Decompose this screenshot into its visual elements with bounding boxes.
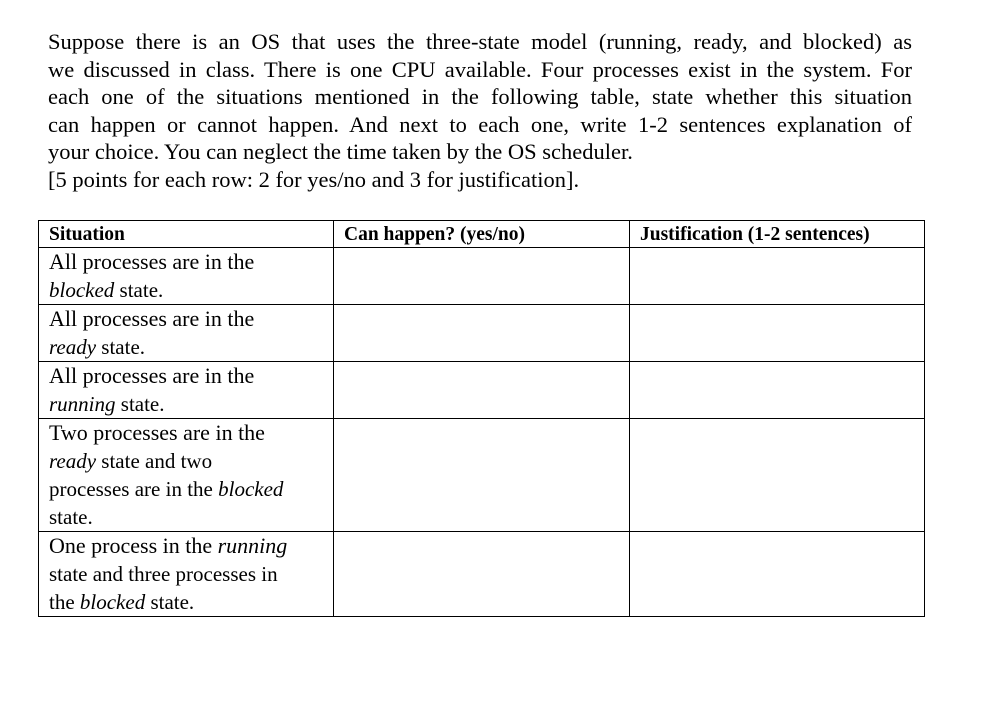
table-header-row xyxy=(39,221,925,248)
situation-cell xyxy=(39,248,334,305)
table-row xyxy=(39,532,925,617)
justification-cell[interactable] xyxy=(630,362,925,419)
situations-table xyxy=(38,220,925,617)
situation-text: state. xyxy=(49,505,93,529)
instructions-line: your choice. You can neglect the time taken by the OS scheduler. xyxy=(48,139,633,165)
situation-text: All processes are in the xyxy=(49,249,255,274)
header-can-happen: Can happen? (yes/no) xyxy=(334,221,630,248)
instructions-line: we discussed in class. There is one CPU available. Four processes exist in the system. For xyxy=(48,56,912,82)
can-happen-cell[interactable] xyxy=(334,362,630,419)
situation-text: state and three processes in xyxy=(49,562,278,586)
situation-cell xyxy=(39,532,334,617)
state-emphasis: running xyxy=(217,533,288,558)
points-note: [5 points for each row: 2 for yes/no and 3 for justification]. xyxy=(48,166,580,192)
situation-text: Two processes are in the xyxy=(49,420,265,445)
can-happen-cell[interactable] xyxy=(334,248,630,305)
situation-text xyxy=(49,532,323,560)
situation-text xyxy=(49,333,323,361)
state-emphasis: ready xyxy=(49,335,97,359)
instructions-line: can happen or cannot happen. And next to each one, write 1-2 sentences explanation of xyxy=(48,111,912,137)
situation-text: All processes are in the xyxy=(49,363,255,388)
header-situation: Situation xyxy=(39,221,334,248)
situation-cell xyxy=(39,305,334,362)
table-row xyxy=(39,362,925,419)
header-justification: Justification (1-2 sentences) xyxy=(630,221,925,248)
justification-cell[interactable] xyxy=(630,532,925,617)
state-emphasis: blocked xyxy=(49,278,115,302)
situation-text: processes are in the xyxy=(49,477,219,501)
situation-text: the xyxy=(49,590,80,614)
situation-text: state and two xyxy=(96,449,213,473)
table-row xyxy=(39,305,925,362)
situation-text: state. xyxy=(145,590,195,614)
state-emphasis: blocked xyxy=(218,477,284,501)
situation-cell xyxy=(39,362,334,419)
situation-text xyxy=(49,447,323,475)
justification-cell[interactable] xyxy=(630,248,925,305)
situation-text: state. xyxy=(114,278,164,302)
state-emphasis: running xyxy=(49,392,116,416)
situation-text xyxy=(49,475,323,503)
can-happen-cell[interactable] xyxy=(334,305,630,362)
instructions-paragraph xyxy=(48,28,912,194)
instructions-line: Suppose there is an OS that uses the three-state model (running, ready, and blocked) as xyxy=(48,29,912,54)
situation-cell xyxy=(39,419,334,532)
state-emphasis: ready xyxy=(49,449,97,473)
situation-text: state. xyxy=(96,335,146,359)
state-emphasis: blocked xyxy=(79,590,146,614)
situation-text xyxy=(49,588,323,616)
situation-text xyxy=(49,390,323,418)
table-row xyxy=(39,419,925,532)
justification-cell[interactable] xyxy=(630,305,925,362)
situation-text xyxy=(49,276,323,304)
justification-cell[interactable] xyxy=(630,419,925,532)
can-happen-cell[interactable] xyxy=(334,532,630,617)
instructions-line: each one of the situations mentioned in the following table, state whether this situation xyxy=(48,84,912,110)
table-row xyxy=(39,248,925,305)
situation-text: state. xyxy=(115,392,165,416)
can-happen-cell[interactable] xyxy=(334,419,630,532)
situation-text: One process in the xyxy=(49,533,218,558)
situation-text: All processes are in the xyxy=(49,306,255,331)
